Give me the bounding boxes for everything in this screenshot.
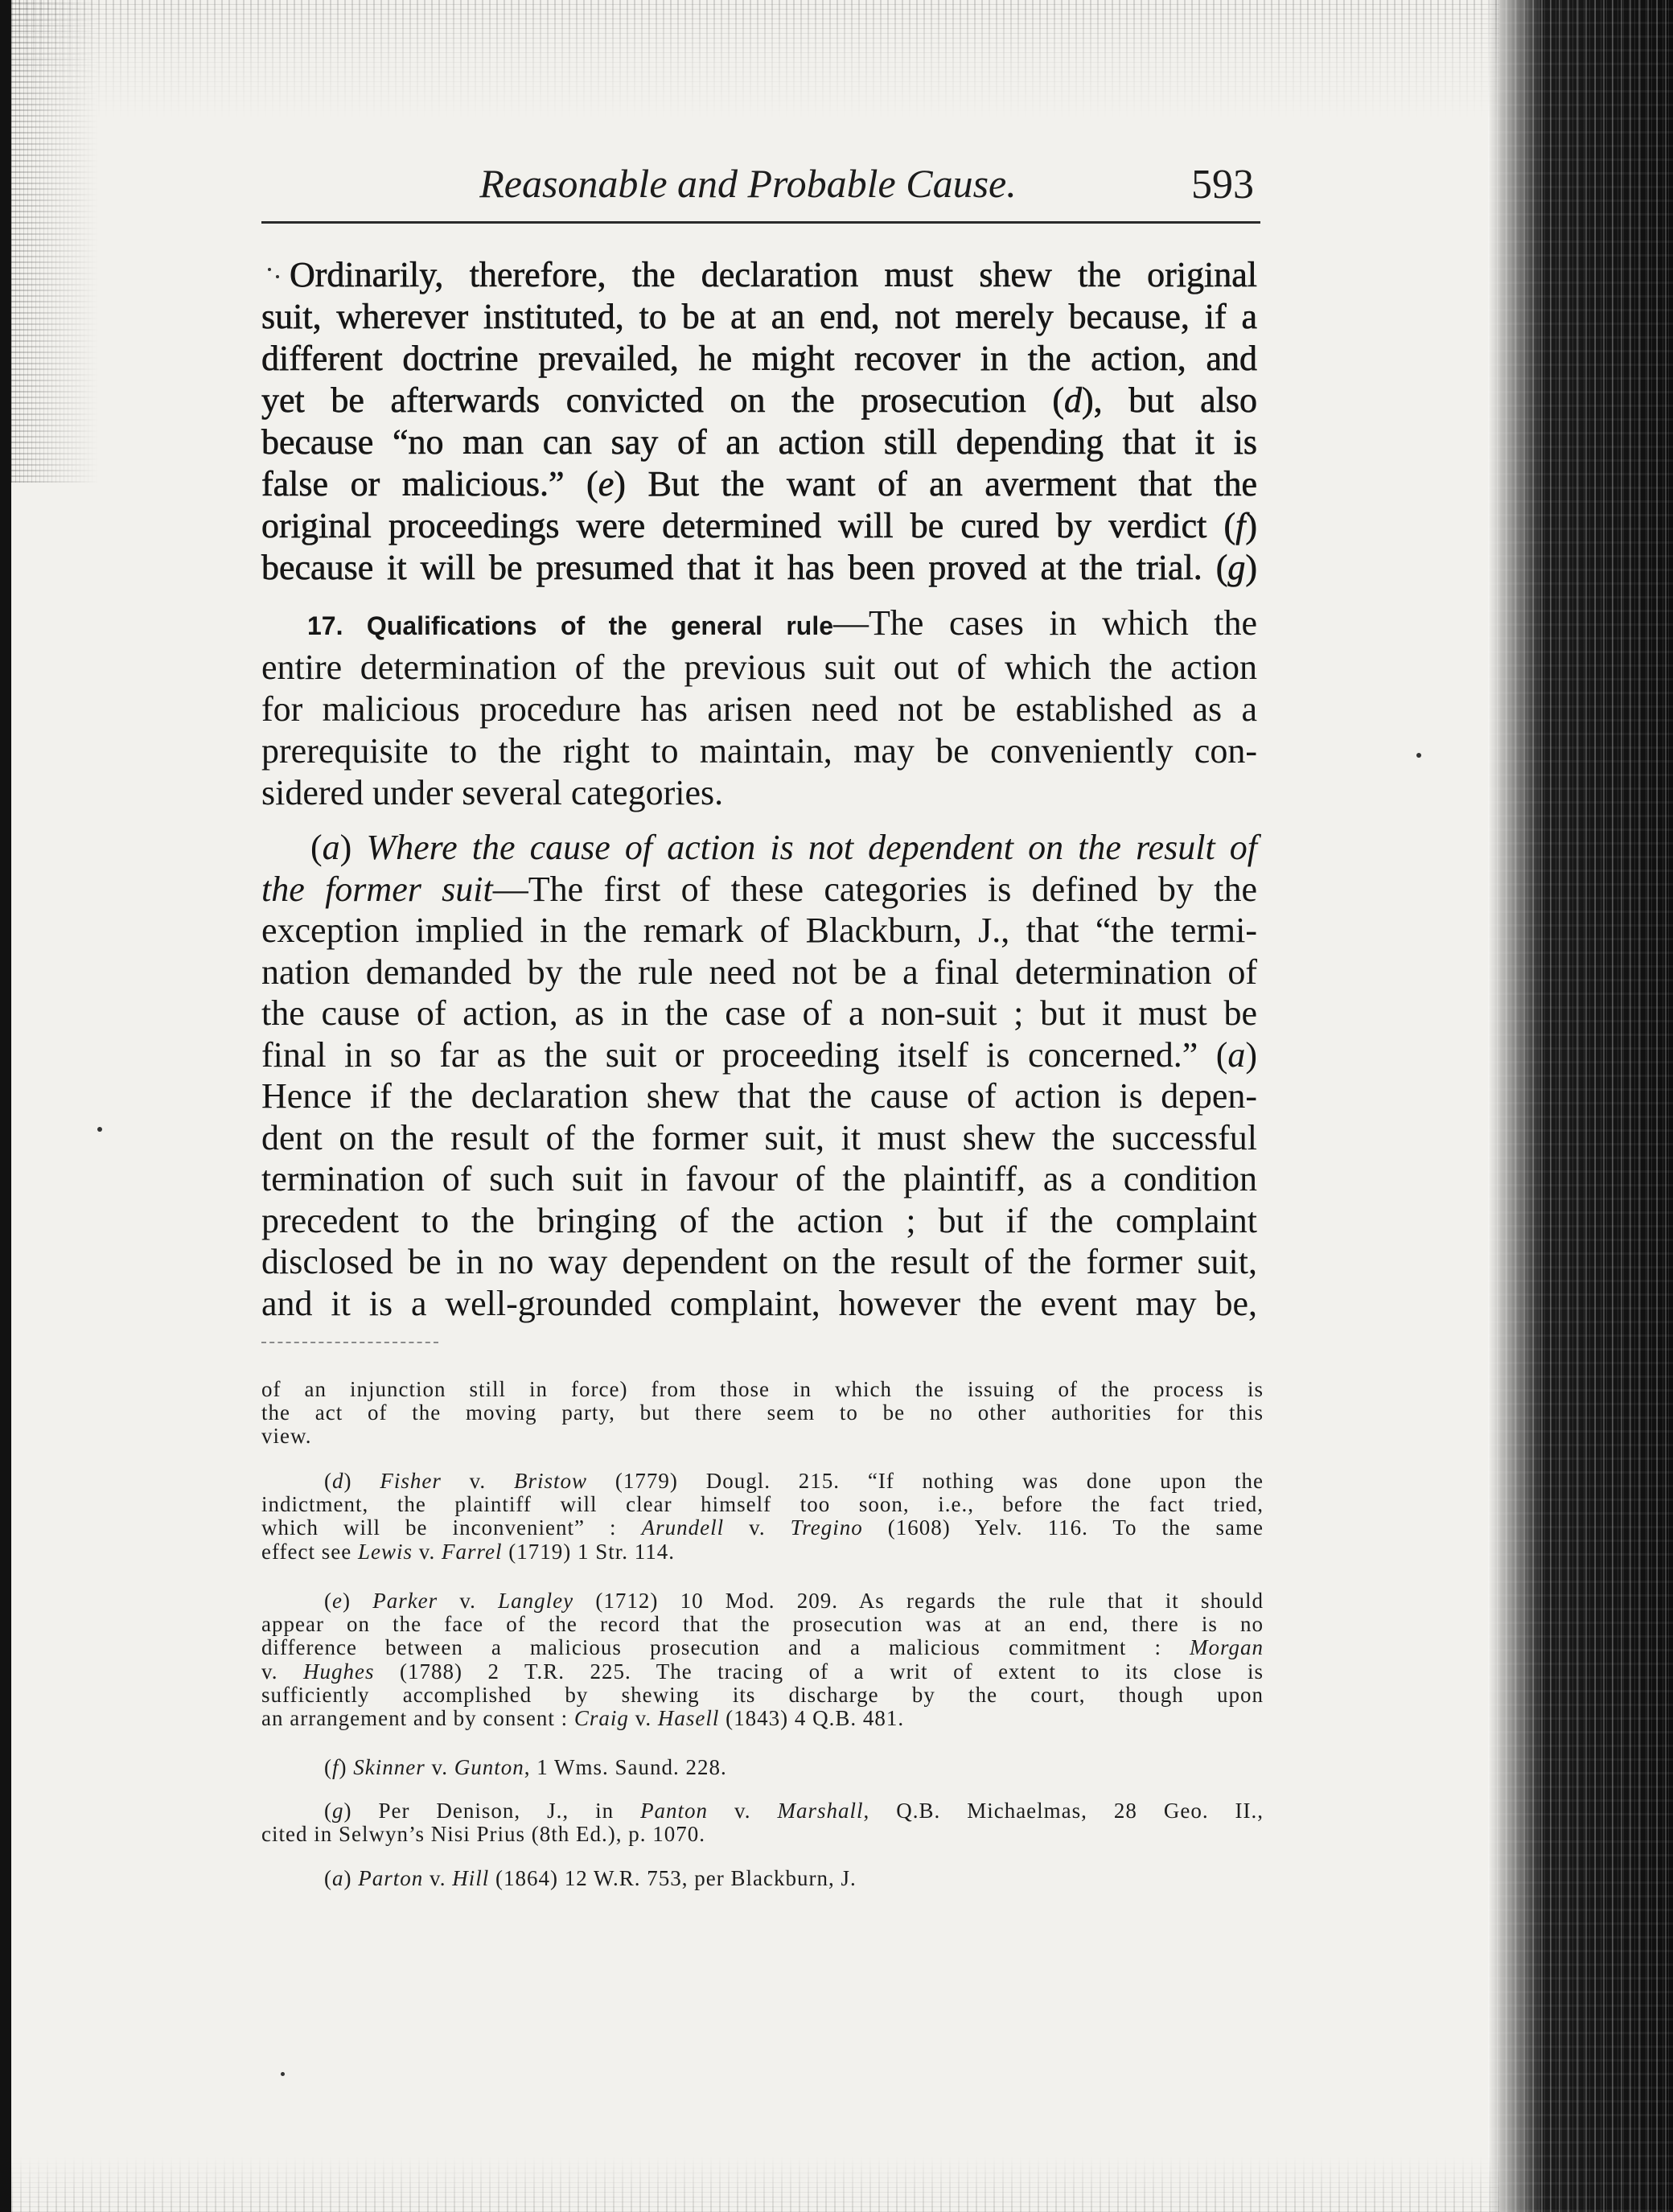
text-run: ( (324, 1799, 332, 1823)
text-run: of an injunction still in force) from those in which the issuing of the process is (261, 1377, 1264, 1401)
text-line (261, 1401, 1264, 1425)
footnote-e (261, 1589, 1264, 1730)
text-run: original proceedings were determined will be cured by verdict ( (261, 506, 1236, 545)
italic-text: d (1064, 380, 1082, 420)
text-run: for malicious procedure has arisen need not be established as a (261, 689, 1257, 729)
text-line (261, 1470, 1264, 1493)
ink-speck (1416, 753, 1421, 758)
italic-text: Where the cause of action is not dependent on the result of (366, 828, 1258, 867)
text-run: appear on the face of the record that the prosecution was at an end, there is no (261, 1612, 1264, 1637)
text-line (261, 421, 1257, 463)
text-run: which will be inconvenient” : (261, 1515, 642, 1540)
text-line (261, 827, 1257, 869)
text-line (261, 730, 1257, 772)
text-run: ( (310, 828, 323, 867)
text-line (261, 1660, 1264, 1684)
text-run: the cause of action, as in the case of a non-suit ; but it must be (261, 993, 1257, 1033)
text-run: v. (628, 1706, 658, 1731)
text-run: and it is a well-grounded complaint, however the event may be, (261, 1283, 1257, 1323)
page-number: 593 (1191, 162, 1254, 208)
text-run: because it will be presumed that it has been proved at the trial. ( (261, 548, 1228, 587)
italic-text: Lewis (357, 1539, 413, 1564)
italic-text: Langley (498, 1589, 574, 1613)
text-line (261, 1823, 1264, 1846)
text-run: —The first of these categories is defined by the (492, 869, 1257, 909)
text-run: disclosed be in no way dependent on the result of the former suit, (261, 1242, 1257, 1281)
text-run: (1712) 10 Mod. 209. As regards the rule that it should (573, 1589, 1264, 1613)
text-line (261, 1516, 1264, 1540)
text-run: (1779) Dougl. 215. “If nothing was done upon the (587, 1469, 1264, 1493)
text-run: termination of such suit in favour of the plaintiff, as a condition (261, 1159, 1257, 1199)
header-rule (261, 221, 1260, 224)
text-run: ( (324, 1866, 332, 1890)
text-line (261, 254, 1257, 296)
italic-text: Hughes (303, 1659, 375, 1684)
text-run: ) (339, 1755, 354, 1779)
text-line (261, 1756, 1264, 1779)
text-run: ( (324, 1755, 332, 1779)
ink-speck (281, 2072, 285, 2076)
scan-bottom-speckle (11, 2156, 1499, 2212)
text-run: ) (1245, 506, 1257, 545)
italic-text: f (1235, 506, 1246, 545)
text-line (261, 952, 1257, 993)
text-run: ) (343, 1866, 359, 1890)
text-line (261, 1158, 1257, 1200)
italic-text: a (332, 1866, 344, 1890)
paragraph-category-a (261, 827, 1257, 1324)
italic-text: Morgan (1190, 1635, 1264, 1660)
italic-text: Skinner (353, 1755, 425, 1779)
text-run: different doctrine prevailed, he might recover in the action, and (261, 339, 1257, 378)
text-run: v. (438, 1589, 499, 1613)
italic-text: Craig (573, 1706, 629, 1731)
text-run: v. (423, 1866, 453, 1890)
italic-text: Hill (452, 1866, 490, 1890)
italic-text: Panton (640, 1799, 709, 1823)
text-run: ( (324, 1589, 332, 1613)
italic-text: g (332, 1799, 344, 1823)
italic-text: d (332, 1469, 344, 1493)
italic-text: Marshall (777, 1799, 864, 1823)
text-run: an arrangement and by consent : (261, 1706, 574, 1731)
text-line (261, 1799, 1264, 1823)
text-run: yet be afterwards convicted on the prosecution ( (261, 380, 1064, 420)
text-line (261, 1636, 1264, 1659)
running-head-title: Reasonable and Probable Cause. (479, 161, 1017, 206)
text-run: ) (343, 1469, 380, 1493)
footnote-d (261, 1470, 1264, 1564)
text-run: (1608) Yelv. 116. To the same (862, 1515, 1264, 1540)
text-run: v. (708, 1799, 778, 1823)
text-line (261, 1493, 1264, 1516)
text-line (261, 1589, 1264, 1613)
italic-text: Parker (372, 1589, 438, 1613)
text-run: (1843) 4 Q.B. 481. (719, 1706, 905, 1731)
footnote-f (261, 1756, 1264, 1779)
text-line (261, 463, 1257, 505)
text-run: ( (324, 1469, 332, 1493)
italic-text: g (1227, 548, 1246, 587)
text-line (261, 910, 1257, 952)
text-run: ) (1245, 1034, 1257, 1075)
text-line (261, 689, 1257, 730)
italic-text: a (322, 828, 340, 867)
italic-text: Fisher (380, 1469, 442, 1493)
text-run: ) (342, 1589, 373, 1613)
text-line (261, 993, 1257, 1034)
text-run: false or malicious.” ( (261, 464, 598, 504)
text-run: v. (412, 1539, 442, 1564)
scan-top-speckle (11, 0, 1499, 121)
text-run: because “no man can say of an action still depending that it is (261, 422, 1257, 462)
text-run: ) Per Denison, J., in (343, 1799, 641, 1823)
text-run: ) (339, 828, 367, 867)
text-run: sidered under several categories. (261, 773, 724, 812)
text-run: exception implied in the remark of Blackburn, J., that “the termi- (261, 911, 1257, 950)
text-line (261, 772, 1257, 814)
text-run: v. (425, 1755, 454, 1779)
footnote-g (261, 1799, 1264, 1846)
section-heading: 17. Qualifications of the general rule (307, 611, 834, 640)
text-run: (1788) 2 T.R. 225. The tracing of a writ of extent to its close is (374, 1659, 1264, 1684)
text-line (261, 1034, 1257, 1076)
text-line (261, 1283, 1257, 1325)
text-run: sufficiently accomplished by shewing its discharge by the court, though upon (261, 1682, 1264, 1707)
text-run: dent on the result of the former suit, it must shew the successful (261, 1117, 1257, 1157)
footnote-separator (261, 1342, 438, 1343)
text-run: Ordinarily, therefore, the declaration must shew the original (290, 255, 1257, 294)
paragraph-ordinarily (261, 254, 1257, 589)
text-line (261, 547, 1257, 589)
text-line (261, 1540, 1264, 1564)
text-run: indictment, the plaintiff will clear himself too soon, i.e., before the fact tried, (261, 1492, 1264, 1517)
text-line (261, 1378, 1264, 1401)
italic-text: Farrel (441, 1539, 503, 1564)
text-run: Hence if the declaration shew that the cause of action is depen- (261, 1076, 1257, 1116)
italic-text: f (332, 1755, 339, 1779)
text-run: suit, wherever instituted, to be at an end, not merely because, if a (261, 297, 1257, 336)
text-line (261, 296, 1257, 338)
text-line (261, 1117, 1257, 1159)
text-line (261, 647, 1257, 689)
text-line (261, 1613, 1264, 1636)
italic-text: Bristow (514, 1469, 588, 1493)
text-line (261, 1707, 1264, 1730)
text-line (261, 505, 1257, 547)
italic-text: a (1227, 1034, 1246, 1075)
text-run: view. (261, 1424, 312, 1449)
italic-text: Hasell (657, 1706, 720, 1731)
text-run: cited in Selwyn’s Nisi Prius (8th Ed.), p. 1070. (261, 1822, 705, 1847)
text-line (261, 602, 1257, 647)
text-line (261, 1241, 1257, 1283)
text-run: ) (1245, 548, 1257, 587)
text-run: ) But the want of an averment that the (614, 464, 1257, 504)
italic-text: e (332, 1589, 343, 1613)
text-line (261, 1075, 1257, 1117)
text-line (261, 1867, 1264, 1890)
text-run: v. (441, 1469, 515, 1493)
italic-text: the former suit (261, 869, 493, 909)
text-run: v. (724, 1515, 791, 1540)
text-run: difference between a malicious prosecution and a malicious commitment : (261, 1635, 1190, 1660)
text-run: ), but also (1082, 380, 1257, 420)
text-line (261, 869, 1257, 911)
text-line (261, 1684, 1264, 1707)
text-line (261, 338, 1257, 380)
italic-text: e (598, 464, 615, 504)
book-page-edges (1488, 0, 1673, 2212)
text-run: precedent to the bringing of the action ; but if the complaint (261, 1200, 1257, 1240)
italic-text: Tregino (790, 1515, 863, 1540)
italic-text: Gunton (454, 1755, 524, 1779)
text-run: —The cases in which the (833, 603, 1258, 643)
text-run: (1719) 1 Str. 114. (502, 1539, 675, 1564)
italic-text: Arundell (641, 1515, 725, 1540)
text-run: prerequisite to the right to maintain, may be conveniently con- (261, 731, 1257, 771)
footnote-a (261, 1867, 1264, 1890)
text-run: nation demanded by the rule need not be a final determination of (261, 952, 1257, 992)
text-run: , 1 Wms. Saund. 228. (524, 1755, 727, 1779)
text-line (261, 380, 1257, 421)
paragraph-section-17 (261, 602, 1257, 814)
text-line (261, 1425, 1264, 1448)
text-run: (1864) 12 W.R. 753, per Blackburn, J. (489, 1866, 857, 1890)
text-line (261, 1200, 1257, 1242)
footnote-continued (261, 1378, 1264, 1449)
text-run: the act of the moving party, but there seem to be no other authorities for this (261, 1400, 1264, 1425)
text-run: v. (261, 1659, 303, 1684)
text-run: entire determination of the previous suit out of which the action (261, 648, 1257, 687)
scan-left-border (0, 0, 11, 2212)
italic-text: Parton (358, 1866, 424, 1890)
ink-speck (97, 1127, 102, 1132)
text-run: final in so far as the suit or proceeding itself is concerned.” ( (261, 1034, 1228, 1075)
text-run: , Q.B. Michaelmas, 28 Geo. II., (863, 1799, 1264, 1823)
text-run: effect see (261, 1539, 358, 1564)
